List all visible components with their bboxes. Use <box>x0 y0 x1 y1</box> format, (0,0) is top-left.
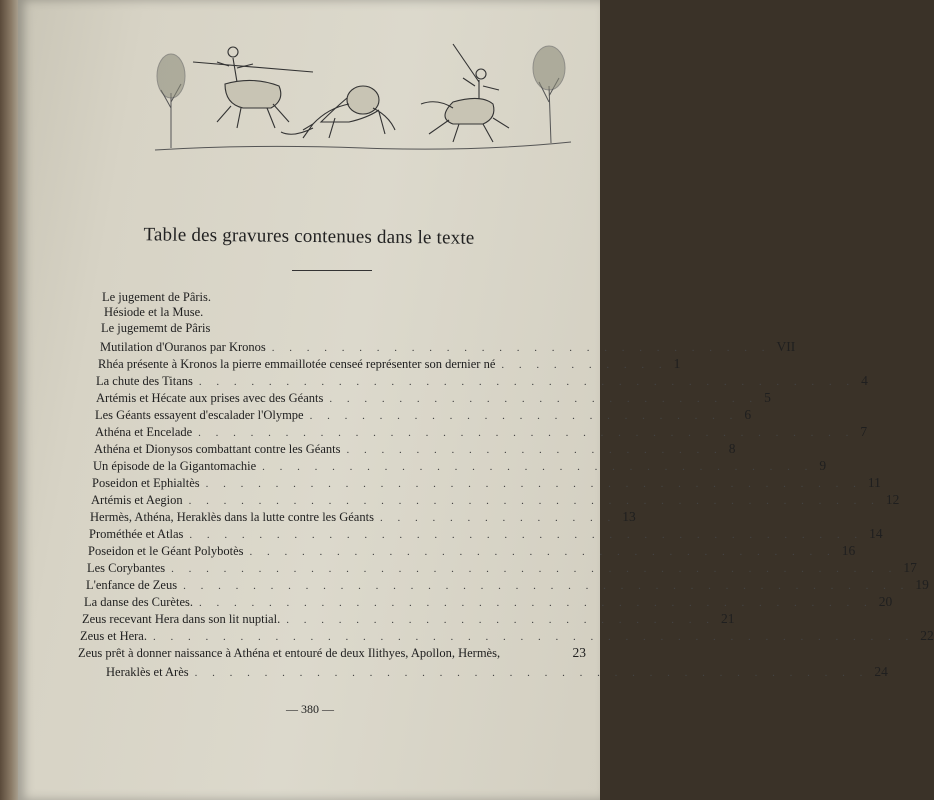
dot-leader: . . . . . . . . . . . . . . . . . . . . . . . . . . . . . . . . . . . . . . . . <box>188 495 880 507</box>
toc-entry <box>87 560 917 577</box>
entry-label: Mutilation d'Ouranos par Kronos <box>100 340 266 354</box>
toc-entry <box>104 305 254 322</box>
entry-label: Artémis et Aegion <box>91 493 183 507</box>
entry-label: Zeus et Hera. <box>80 629 147 643</box>
entry-page: 5 <box>764 390 771 405</box>
entry-label: Hermès, Athéna, Heraklès dans la lutte contre les Géants <box>90 510 374 524</box>
dot-leader: . . . . . . . . . . . . . . . . . . . . . . . . . . . . . . . . . . . . . . <box>198 427 855 439</box>
entry-label: Poseidon et le Géant Polybotès <box>88 544 244 558</box>
toc-entry <box>82 611 735 628</box>
page-number-footer: — 380 — <box>286 702 334 716</box>
dot-leader: . . . . . . . . . . . . . . . . . . . . . . . . . . . . . . . . . . . . . . <box>205 478 862 490</box>
entry-page: 20 <box>878 594 893 609</box>
entry-page: 9 <box>819 458 827 473</box>
dot-leader: . . . . . . . . . . . . . . . . . . . . . . . . . <box>286 614 715 626</box>
entry-label: Athéna et Dionysos combattant contre les Géants <box>94 442 341 456</box>
entry-page: 7 <box>860 424 868 439</box>
entry-page: 19 <box>915 577 929 592</box>
entry-label: Artémis et Hécate aux prises avec des Géants <box>96 391 324 405</box>
entry-label: Zeus prêt à donner naissance à Athéna et entouré de deux Ilithyes, Apollon, Hermès, <box>78 646 501 660</box>
toc-entry <box>91 492 900 509</box>
dot-leader: . . . . . . . . . . . . . . . . . . . . . . . . . <box>329 393 759 405</box>
toc-entry <box>96 390 771 407</box>
entry-label: Poseidon et Ephialtès <box>92 476 200 490</box>
dot-leader: . . . . . . . . . . . . . . . . . . . . . . . . . . . . . . . . . . . . . . . <box>189 529 864 541</box>
entry-label: Le jugement de Pâris. <box>102 290 211 304</box>
dot-leader: . . . . . . . . . . . . . . . . . . . . . . . . . . . . . . . . . . . . . . . <box>194 667 869 679</box>
entry-label: Rhéa présente à Kronos la pierre emmaillotée censeé représenter son dernier né <box>98 357 496 371</box>
table-of-engravings <box>18 0 934 800</box>
entry-label: Un épisode de la Gigantomachie <box>93 459 257 473</box>
toc-entry <box>93 458 827 475</box>
dot-leader: . . . . . . . . . . . . . . . . . . . . . . . . . . . . . . . . <box>262 461 814 473</box>
entry-page: 14 <box>869 526 883 541</box>
dot-leader: . . . . . . . . . . . . . . . . . . . . . . . . . . . . . . . . . . . . . . . . . . <box>171 563 898 575</box>
dot-leader: . . . . . . . . . . . . . . <box>379 512 617 524</box>
toc-entry <box>95 424 868 441</box>
entry-label: Heraklès et Arès <box>106 665 189 679</box>
entry-page: 17 <box>903 560 917 575</box>
entry-label: La danse des Curètes. <box>84 595 193 609</box>
toc-entry <box>92 475 881 492</box>
toc-entry <box>106 664 888 681</box>
toc-entry <box>84 594 893 611</box>
toc-entry <box>100 339 796 356</box>
entry-page: VII <box>776 339 796 354</box>
dot-leader: . . . . . . . . . . . . . . . . . . . . . . <box>346 444 723 456</box>
dot-leader: . . . . . . . . . . . . . . . . . . . . . . . . . <box>309 410 739 422</box>
toc-entry <box>89 526 883 543</box>
entry-page: 21 <box>720 611 735 626</box>
entry-label: Les Géants essayent d'escalader l'Olympe <box>95 408 304 422</box>
toc-entry <box>90 509 636 526</box>
entry-page: 4 <box>861 373 868 388</box>
dot-leader: . . . . . . . . . . . . . . . . . . . . . . . . . . . . . <box>271 342 771 354</box>
entry-label: La chute des Titans <box>96 374 193 388</box>
entry-page: 23 <box>572 645 586 660</box>
entry-page: 1 <box>673 356 681 371</box>
toc-entry <box>98 356 681 373</box>
entry-page: 13 <box>622 509 636 524</box>
entry-page: 24 <box>874 664 888 679</box>
entry-page: 12 <box>885 492 900 507</box>
entry-label: L'enfance de Zeus <box>86 578 178 592</box>
entry-label: Zeus recevant Hera dans son lit nuptial. <box>82 612 281 626</box>
entry-label: Hésiode et la Muse. <box>104 305 204 319</box>
entry-label: Les Corybantes <box>87 561 166 575</box>
book-page <box>18 0 934 800</box>
toc-entry <box>86 577 929 594</box>
page-title: Table des gravures contenues dans le texte <box>143 224 475 249</box>
dot-leader: . . . . . . . . . . . . . . . . . . . . . . . . . . . . . . . . . . . . . . <box>198 376 856 388</box>
entry-label: Le jugememt de Pâris <box>101 321 211 335</box>
dot-leader: . . . . . . . . . . . . . . . . . . . . . . . . . . . . . . . . . . <box>249 546 836 558</box>
entry-page: 11 <box>867 475 881 490</box>
dot-leader: . . . . . . . . . . . . . . . . . . . . . . . . . . . . . . . . . . . . . . . <box>199 597 873 609</box>
entry-page: 8 <box>728 441 736 456</box>
toc-entry <box>94 441 736 458</box>
toc-entry <box>80 628 934 645</box>
toc-entry <box>101 321 251 338</box>
toc-entry <box>96 373 868 390</box>
entry-label: Athéna et Encelade <box>95 425 193 439</box>
entry-label: Prométhée et Atlas <box>89 527 184 541</box>
toc-entry <box>88 543 856 560</box>
toc-entry <box>78 645 586 662</box>
toc-entry <box>95 407 752 424</box>
dot-leader: . . . . . . . . . . . . . . . . . . . . . . . . . . . . . . . . . . . . . . . . . . . . <box>152 631 915 643</box>
dot-leader: . . . . . . . . . . . . . . . . . . . . . . . . . . . . . . . . . . . . . . . . . . <box>183 580 910 592</box>
entry-page: 6 <box>744 407 752 422</box>
entry-page: 22 <box>920 628 934 643</box>
dot-leader: . . . . . . . . . . <box>501 359 668 371</box>
entry-page: 16 <box>841 543 856 558</box>
